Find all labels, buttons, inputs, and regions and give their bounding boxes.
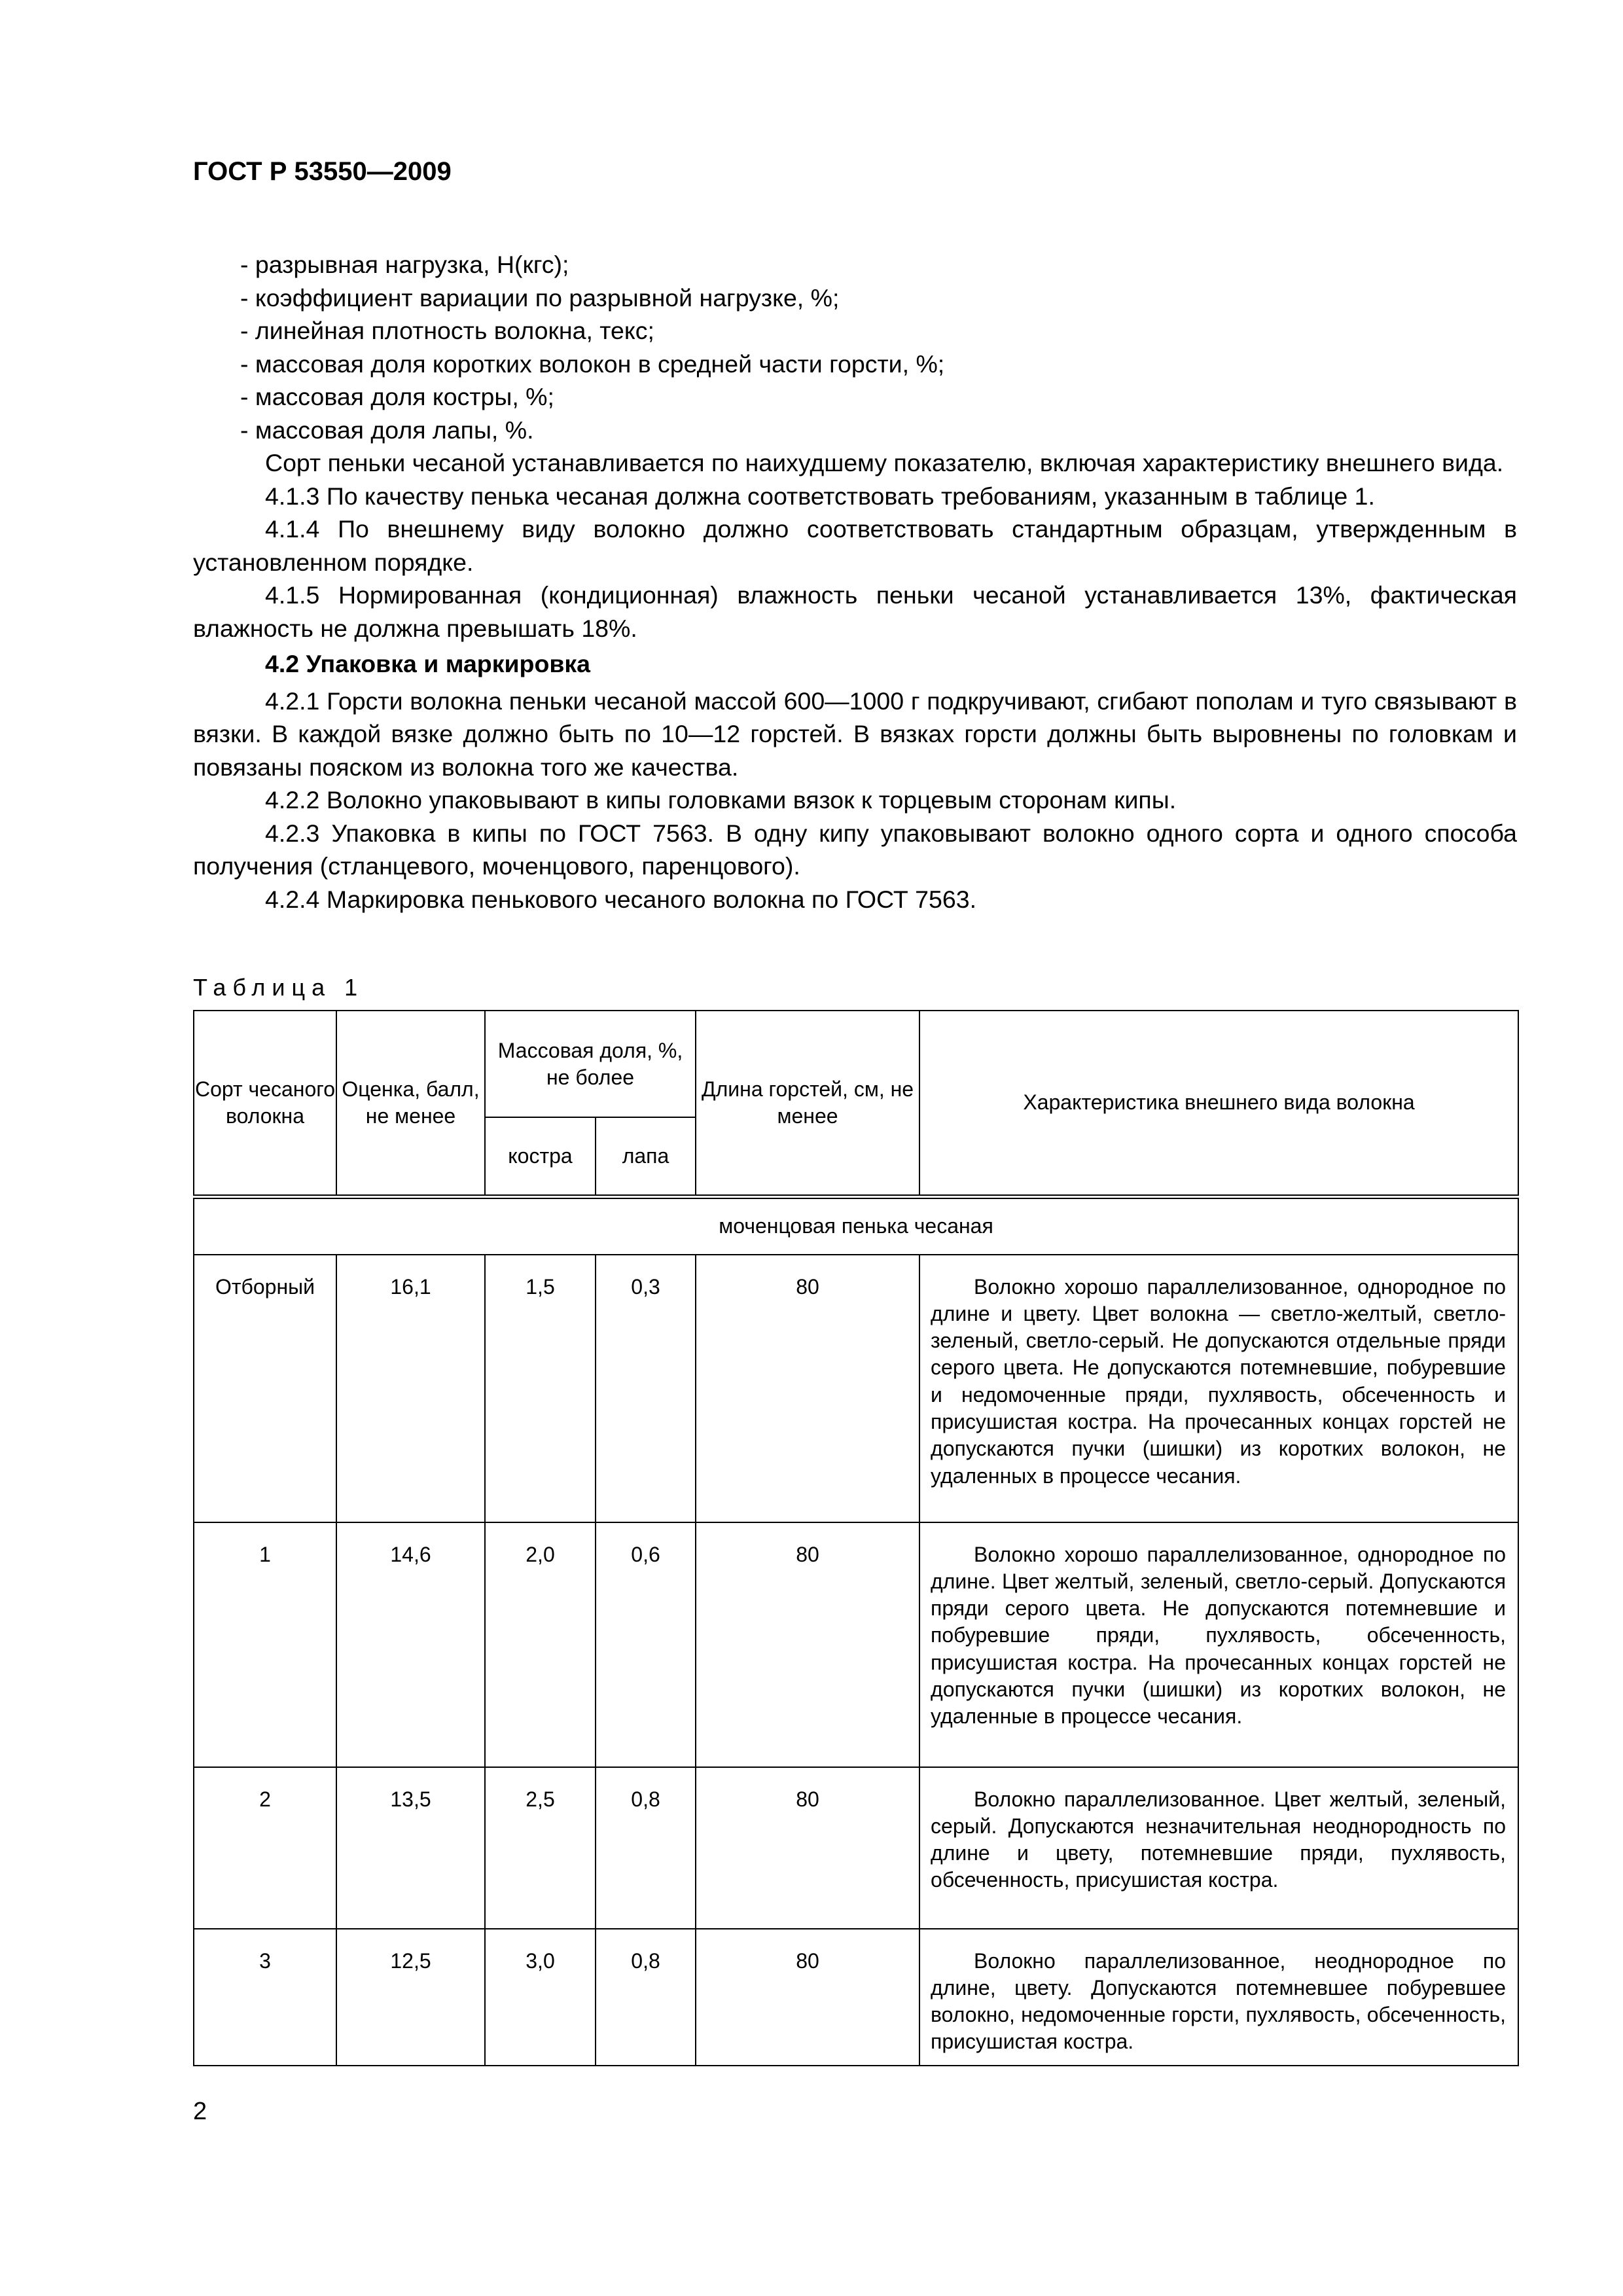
cell-shive: 2,0 (485, 1522, 596, 1767)
quality-table (193, 1010, 1519, 2066)
cell-lapa: 0,8 (596, 1767, 696, 1929)
cell-length: 80 (696, 1255, 919, 1522)
indicator-list (193, 248, 1517, 916)
list-item: - разрывная нагрузка, Н(кгс); (240, 251, 569, 278)
header-score: Оценка, балл, не менее (336, 1011, 485, 1196)
table-row (194, 1929, 1518, 2066)
section-heading-4-2: 4.2 Упаковка и маркировка (265, 650, 591, 677)
list-item: - массовая доля коротких волокон в средней части горсти, %; (240, 350, 945, 378)
cell-score: 14,6 (336, 1522, 485, 1767)
paragraph-4-2-3: 4.2.3 Упаковка в кипы по ГОСТ 7563. В одну кипу упаковывают волокно одного сорта и одного способа получения (стланцевого, моченцового, паренцового). (193, 819, 1517, 880)
cell-length: 80 (696, 1522, 919, 1767)
cell-length: 80 (696, 1767, 919, 1929)
paragraph-group (193, 446, 1517, 916)
cell-grade: 1 (194, 1522, 336, 1767)
section-label: моченцовая пенька чесаная (194, 1196, 1518, 1255)
table-section-row (194, 1196, 1518, 1255)
document-header: ГОСТ Р 53550—2009 (193, 157, 452, 186)
cell-lapa: 0,6 (596, 1522, 696, 1767)
paragraph-4-1-5: 4.1.5 Нормированная (кондиционная) влажность пеньки чесаной устанавливается 13%, фактическая влажность не должна превышать 18%. (193, 581, 1517, 642)
list-item: - массовая доля лапы, %. (240, 416, 534, 444)
header-mass-share: Массовая доля, %, не более (485, 1011, 696, 1117)
paragraph-4-1-4: 4.1.4 По внешнему виду волокно должно соответствовать стандартным образцам, утвержденным в установленном порядке. (193, 515, 1517, 576)
header-appearance: Характеристика внешнего вида волокна (919, 1011, 1518, 1196)
table-row (194, 1767, 1518, 1929)
table-row (194, 1255, 1518, 1522)
cell-appearance: Волокно хорошо параллелизованное, однородное по длине. Цвет желтый, зеленый, светло-серый. Допускаются пряди серого цвета. Не допускаются потемневшие и побуревшие пряди, пухлявость, обсеченность, присушистая костра. На прочесанных концах горстей не допускаются пучки (шишки) из коротких волокон, не удаленные в процессе чесания. (919, 1522, 1518, 1767)
paragraph-4-2-2: 4.2.2 Волокно упаковывают в кипы головками вязок к торцевым сторонам кипы. (265, 786, 1177, 814)
cell-score: 12,5 (336, 1929, 485, 2066)
list-item: - коэффициент вариации по разрывной нагрузке, %; (240, 283, 840, 312)
cell-appearance: Волокно параллелизованное. Цвет желтый, зеленый, серый. Допускаются незначительная неоднородность по длине и цвету, потемневшие пряди, пухлявость, обсеченность, присушистая костра. (919, 1767, 1518, 1929)
paragraph-4-2-4: 4.2.4 Маркировка пенькового чесаного волокна по ГОСТ 7563. (265, 885, 976, 913)
cell-appearance: Волокно хорошо параллелизованное, однородное по длине и цвету. Цвет волокна — светло-желтый, светло-зеленый, светло-серый. Не допускаются отдельные пряди серого цвета. Не допускаются потемневшие, побуревшие и недомоченные пряди, пухлявость, обсеченность и присушистая костра. На прочесанных концах горстей не допускаются пучки (шишки) из коротких волокон, не удаленных в процессе чесания. (919, 1255, 1518, 1522)
cell-appearance: Волокно параллелизованное, неоднородное по длине, цвету. Допускаются потемневшее побуревшее волокно, недомоченные горсти, пухлявость, обсеченность, присушистая костра. (919, 1929, 1518, 2066)
cell-lapa: 0,8 (596, 1929, 696, 2066)
cell-lapa: 0,3 (596, 1255, 696, 1522)
header-shive: костра (485, 1117, 596, 1196)
header-lapa: лапа (596, 1117, 696, 1196)
list-item: - линейная плотность волокна, текс; (240, 317, 654, 344)
table-caption: Таблица 1 (193, 974, 365, 1001)
header-length: Длина горстей, см, не менее (696, 1011, 919, 1196)
cell-grade: 3 (194, 1929, 336, 2066)
cell-shive: 1,5 (485, 1255, 596, 1522)
cell-grade: 2 (194, 1767, 336, 1929)
cell-score: 13,5 (336, 1767, 485, 1929)
paragraph-4-1-3: 4.1.3 По качеству пенька чесаная должна соответствовать требованиям, указанным в таблице 1. (265, 482, 1375, 510)
header-grade: Сорт чесаного волокна (194, 1011, 336, 1196)
list-item: - массовая доля костры, %; (240, 383, 554, 410)
cell-shive: 3,0 (485, 1929, 596, 2066)
cell-score: 16,1 (336, 1255, 485, 1522)
paragraph-sort: Сорт пеньки чесаной устанавливается по наихудшему показателю, включая характеристику внешнего вида. (265, 449, 1504, 476)
paragraph-4-2-1: 4.2.1 Горсти волокна пеньки чесаной массой 600—1000 г подкручивают, сгибают пополам и туго связывают в вязки. В каждой вязке должно быть по 10—12 горстей. В вязках горсти должны быть выровнены по головкам и повязаны пояском из волокна того же качества. (193, 687, 1517, 781)
cell-grade: Отборный (194, 1255, 336, 1522)
cell-shive: 2,5 (485, 1767, 596, 1929)
page-number: 2 (193, 2098, 207, 2125)
cell-length: 80 (696, 1929, 919, 2066)
table-row (194, 1522, 1518, 1767)
